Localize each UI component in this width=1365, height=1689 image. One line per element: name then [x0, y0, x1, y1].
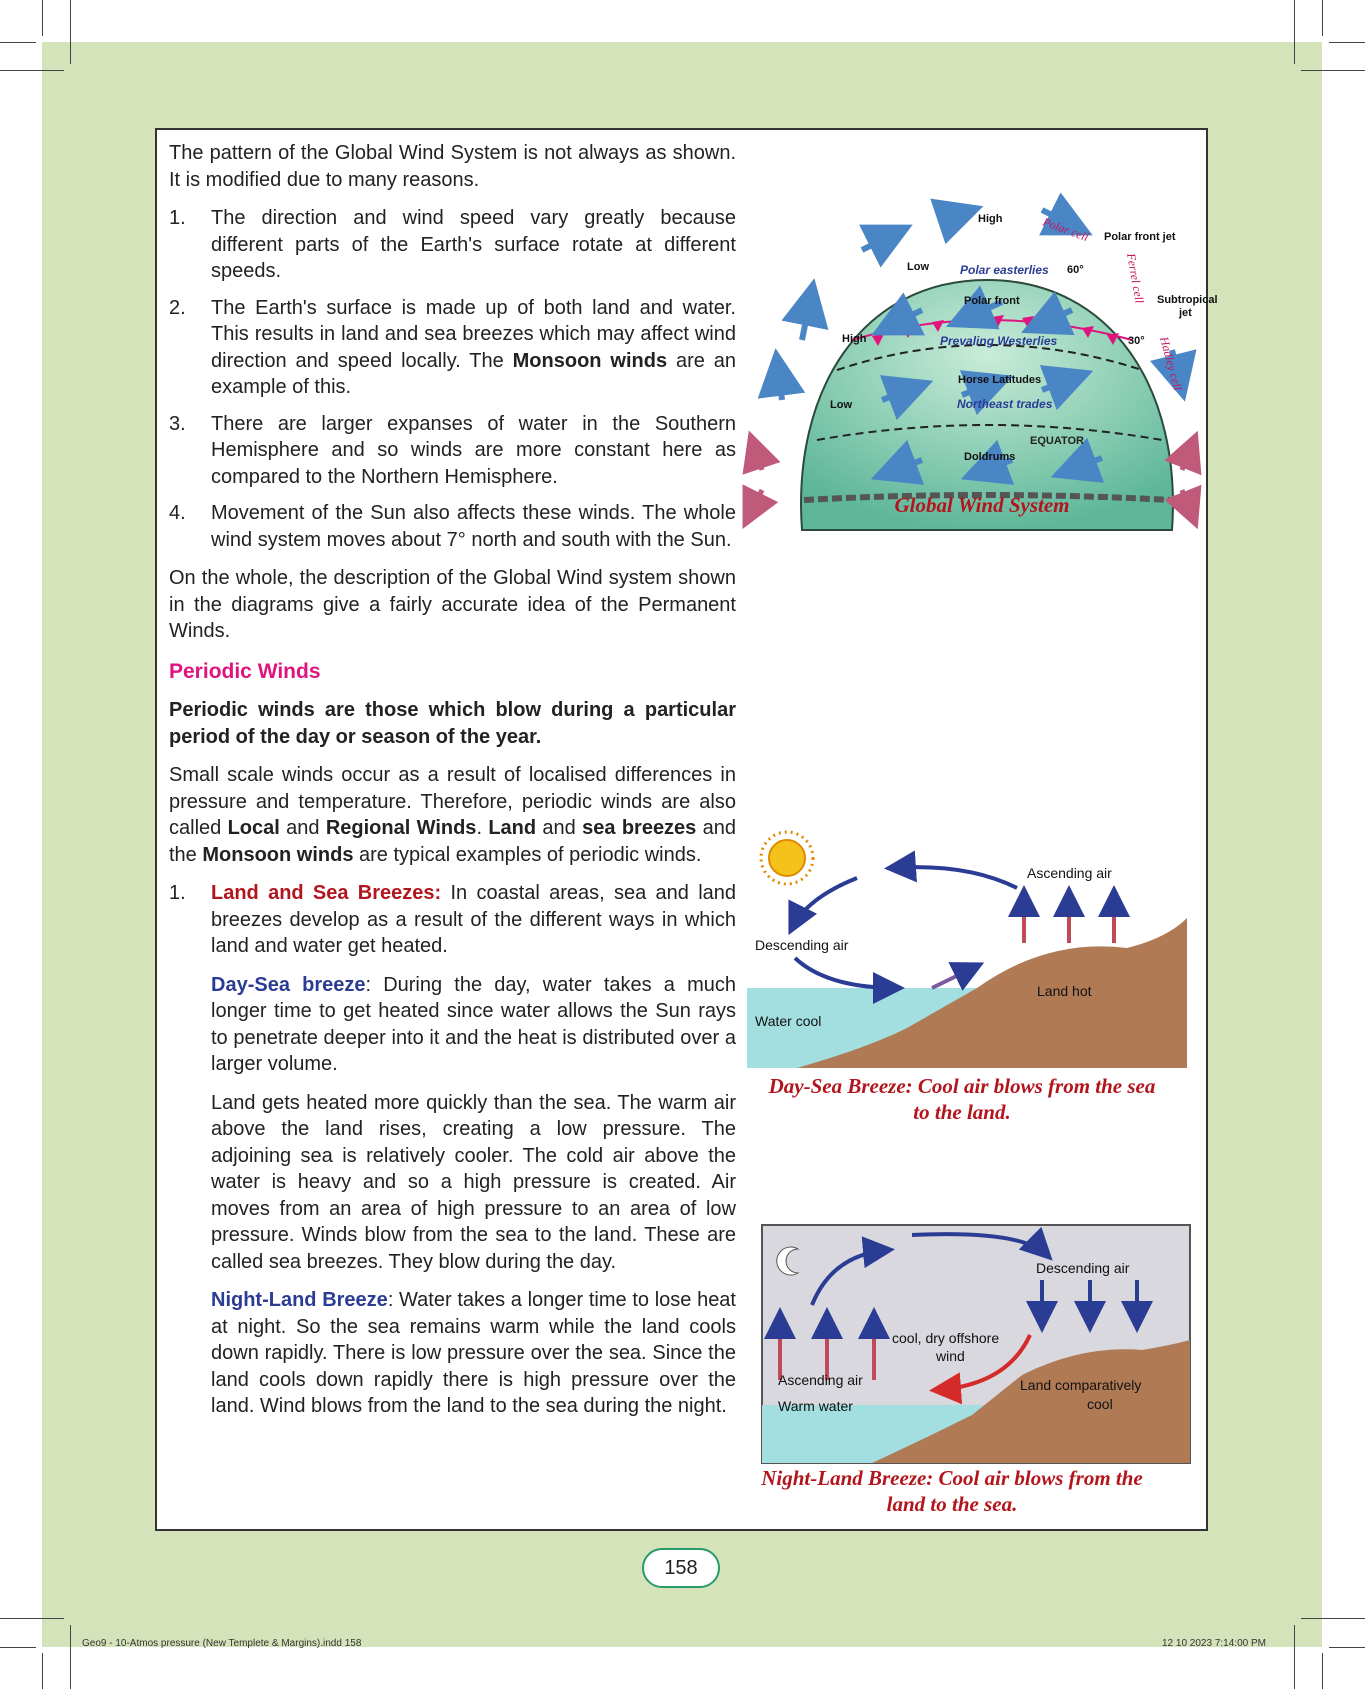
day-sea-paragraph-2: Land gets heated more quickly than the sea. The warm air above the land rises, creating a low pressure. The adjoining sea is relatively cooler. The cold air above the water is heavy and so a high pressure is created. Air moves from an area of high pressure to an area of low pressure. Winds blow from the sea to the land. These are called sea breezes. They blow during the day.: [211, 1091, 736, 1273]
subsection-title: Land and Sea Breezes:: [211, 882, 442, 904]
night-land-title: Night-Land Breeze: [211, 1289, 388, 1311]
list-item: [169, 295, 736, 401]
crop-mark: [42, 1653, 43, 1689]
crop-mark: [1322, 1653, 1323, 1689]
crop-mark: [0, 42, 36, 43]
list-item: [169, 411, 736, 491]
crop-mark: [70, 0, 71, 64]
label-polar-front: Polar front: [964, 295, 1020, 307]
list-number: 4.: [169, 502, 186, 524]
list-number: 1.: [169, 207, 186, 229]
label-polar-cell: Polar cell: [1040, 214, 1091, 245]
label-land-cool-1: Land comparatively: [1020, 1377, 1142, 1393]
caption-day-sea-line2: to the land.: [913, 1100, 1011, 1124]
crop-mark: [1301, 1618, 1365, 1619]
day-sea-paragraph: [211, 972, 736, 1078]
day-sea-breeze-diagram: [747, 818, 1207, 1078]
list-item: [169, 880, 736, 960]
bold-term: Land: [488, 817, 537, 839]
label-sixty: 60°: [1067, 264, 1084, 276]
crop-mark: [0, 1647, 36, 1648]
crop-mark: [0, 70, 64, 71]
reasons-list: [169, 205, 736, 553]
section-heading: Periodic Winds: [169, 659, 321, 683]
list-text: There are larger expanses of water in the Southern Hemisphere and so winds are more constant here as compared to the Northern Hemisphere.: [211, 412, 736, 488]
caption-global-wind: Global Wind System: [894, 493, 1070, 517]
crop-mark: [0, 1618, 64, 1619]
crop-mark: [1294, 0, 1295, 64]
bold-term: Local: [227, 817, 280, 839]
list-number: 2.: [169, 296, 186, 319]
label-polar-front-jet: Polar front jet: [1104, 231, 1176, 243]
label-descending-air: Descending air: [1036, 1260, 1130, 1276]
night-land-paragraph: [211, 1287, 736, 1420]
text-run: : During the day, water takes a much longer time to get heated since water allows the Sun rays to penetrate deeper into it and the heat is distributed over a larger volume.: [211, 973, 736, 1075]
label-subtropical: Subtropical: [1157, 294, 1218, 306]
text-run: .: [476, 817, 489, 839]
label-low-top: Low: [907, 261, 929, 273]
crop-mark: [1329, 1647, 1365, 1648]
bold-term: sea breezes: [582, 817, 697, 839]
label-ferrel-cell: Ferrel cell: [1124, 252, 1147, 305]
label-hadley-cell: Hadley cell: [1157, 335, 1185, 392]
label-offshore-wind-1: cool, dry offshore: [892, 1330, 1000, 1346]
periodic-paragraph: [169, 762, 736, 868]
slug-right: 12 10 2023 7:14:00 PM: [1162, 1638, 1266, 1649]
list-text: are an example of this.: [211, 349, 737, 398]
list-number: 1.: [169, 882, 186, 904]
sun-icon: [761, 832, 813, 884]
bold-term: Regional Winds: [325, 817, 477, 839]
text-run: : Water takes a longer time to lose heat at night. So the sea remains warm while the land cools down rapidly. There is low pressure over the sea. Since the land cools down rapidly there is high pressure over the land. Wind blows from the land to the sea during the night.: [211, 1289, 736, 1417]
crop-mark: [42, 0, 43, 36]
list-text: In coastal areas, sea and land breezes develop as a result of the different ways in which land and water get heated.: [211, 882, 737, 957]
label-doldrums: Doldrums: [964, 451, 1016, 463]
crop-mark: [70, 1625, 71, 1689]
content-frame: [155, 128, 1218, 1531]
caption-night-land-line2: land to the sea.: [886, 1492, 1018, 1516]
list-item: [169, 205, 736, 285]
label-ascending-air: Ascending air: [778, 1372, 863, 1388]
label-land-cool-2: cool: [1087, 1396, 1113, 1412]
bold-term: Monsoon winds: [202, 843, 354, 866]
global-wind-diagram: [742, 190, 1218, 610]
label-thirty: 30°: [1128, 335, 1145, 347]
label-descending-air: Descending air: [755, 937, 849, 953]
text-run: and the: [169, 817, 737, 866]
list-text: The direction and wind speed vary greatly because different parts of the Earth's surface rotate at different speeds.: [211, 207, 736, 282]
crop-mark: [1329, 42, 1365, 43]
text-run: and: [536, 817, 583, 839]
label-high-top: High: [978, 213, 1003, 225]
summary-paragraph: On the whole, the description of the Global Wind system shown in the diagrams give a fairly accurate idea of the Permanent Winds.: [169, 567, 736, 642]
breezes-list: [169, 880, 736, 960]
list-number: 3.: [169, 412, 186, 435]
crop-mark: [1301, 70, 1365, 71]
definition-paragraph: [169, 697, 736, 750]
day-sea-title: Day-Sea breeze: [211, 973, 366, 996]
list-text: The Earth's surface is made up of both land and water. This results in land and sea breezes which may affect wind direction and speed locally. The: [211, 296, 736, 372]
crop-mark: [1322, 0, 1323, 36]
text-column: [169, 140, 736, 1432]
label-northeast-trades: Northeast trades: [957, 397, 1053, 411]
label-low-left: Low: [830, 399, 852, 411]
label-ascending-air: Ascending air: [1027, 865, 1112, 881]
list-item: [169, 500, 736, 553]
caption-night-land-line1: Night-Land Breeze: Cool air blows from the: [761, 1466, 1143, 1490]
caption-day-sea-line1: Day-Sea Breeze: Cool air blows from the sea: [768, 1074, 1156, 1098]
label-land-hot: Land hot: [1037, 983, 1092, 999]
label-warm-water: Warm water: [778, 1398, 853, 1414]
label-high-left: High: [842, 333, 867, 345]
label-horse-latitudes: Horse Latitudes: [958, 374, 1042, 386]
label-equator: EQUATOR: [1030, 435, 1084, 447]
intro-paragraph: The pattern of the Global Wind System is not always as shown. It is modified due to many reasons.: [169, 142, 736, 191]
bold-term: Monsoon winds: [512, 349, 668, 372]
label-offshore-wind-2: wind: [936, 1348, 965, 1364]
page-number: 158: [642, 1548, 720, 1588]
label-prevailing-westerlies: Prevaling Westerlies: [940, 334, 1058, 348]
label-jet: jet: [1179, 307, 1192, 319]
definition-text: Periodic winds are those which blow during a particular period of the day or season of the year.: [169, 699, 736, 748]
label-water-cool: Water cool: [755, 1013, 822, 1029]
crop-mark: [1294, 1625, 1295, 1689]
list-text: Movement of the Sun also affects these winds. The whole wind system moves about 7° north and south with the Sun.: [211, 502, 736, 551]
label-polar-easterlies: Polar easterlies: [960, 263, 1049, 277]
text-run: and: [279, 817, 326, 839]
text-run: are typical examples of periodic winds.: [353, 843, 702, 866]
slug-left: Geo9 - 10-Atmos pressure (New Templete & Margins).indd 158: [82, 1638, 362, 1649]
text-run: Small scale winds occur as a result of localised differences in pressure and temperature. Therefore, periodic winds are also called: [169, 764, 736, 839]
night-land-breeze-diagram: [762, 1225, 1192, 1465]
